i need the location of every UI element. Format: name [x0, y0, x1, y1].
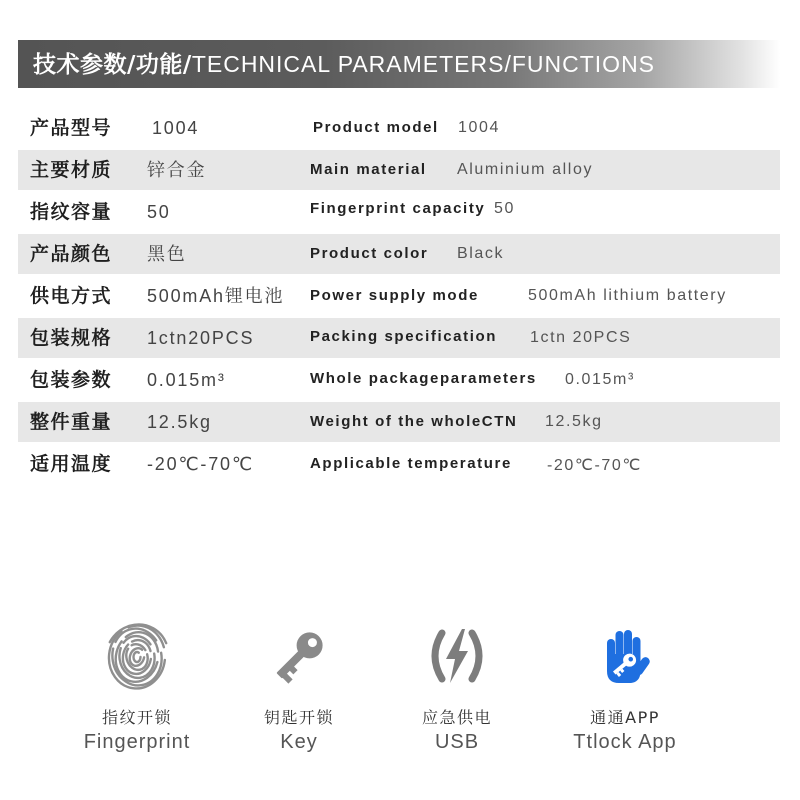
spec-cn-label: 产品颜色: [30, 243, 113, 265]
spec-cn-value: 1004: [152, 118, 200, 138]
spec-row-package-params: [18, 360, 780, 400]
feature-item-ttlock-app: [545, 618, 705, 758]
spec-cn-label: 主要材质: [30, 159, 113, 181]
spec-cn-value: 黑色: [147, 244, 187, 264]
spec-cn-label: 包装规格: [30, 327, 113, 349]
page-title: [33, 40, 655, 88]
spec-cn-value: 12.5kg: [147, 412, 212, 432]
fingerprint-icon: [104, 621, 170, 691]
spec-cn-value: 50: [147, 202, 171, 222]
spec-en-label: Weight of the wholeCTN: [310, 413, 518, 430]
spec-cn-value: 1ctn20PCS: [147, 328, 255, 348]
spec-en-label: Power supply mode: [310, 287, 479, 304]
spec-row-weight: [18, 402, 780, 442]
spec-row-model: [18, 108, 780, 148]
spec-en-label: Main material: [310, 161, 427, 178]
header-bar: [18, 40, 780, 88]
spec-cn-value: -20℃-70℃: [147, 454, 254, 474]
spec-row-fingerprint-capacity: [18, 192, 780, 232]
feature-label-cn: 指纹开锁: [101, 708, 172, 727]
spec-en-value: 500mAh lithium battery: [528, 287, 727, 304]
feature-label-en: Key: [280, 731, 318, 753]
feature-icon-box: [57, 618, 217, 694]
feature-item-usb: [377, 618, 537, 758]
spec-en-value: 1ctn 20PCS: [530, 329, 632, 346]
key-icon: [269, 625, 329, 687]
spec-cn-label: 指纹容量: [30, 201, 113, 223]
page-title-cn: 技术参数/功能/: [33, 52, 192, 78]
feature-icon-box: [545, 618, 705, 694]
spec-cn-label: 供电方式: [30, 285, 113, 307]
spec-en-value: Black: [457, 245, 505, 262]
spec-row-temperature: [18, 444, 780, 484]
spec-cn-label: 适用温度: [30, 453, 113, 475]
spec-cn-value: 0.015m³: [147, 370, 226, 390]
spec-row-packing-spec: [18, 318, 780, 358]
spec-row-power-supply: [18, 276, 780, 316]
feature-label-cn: 应急供电: [421, 708, 492, 727]
ttlock-hand-key-icon: [598, 628, 652, 684]
feature-item-fingerprint: [57, 618, 217, 758]
spec-en-label: Product model: [313, 119, 439, 136]
spec-en-label: Product color: [310, 245, 429, 262]
spec-cn-value: 锌合金: [147, 160, 207, 180]
feature-item-key: [219, 618, 379, 758]
feature-label-cn: 通通APP: [590, 708, 660, 727]
feature-label-cn: 钥匙开锁: [263, 708, 334, 727]
spec-cn-label: 整件重量: [30, 411, 113, 433]
spec-en-label: Applicable temperature: [310, 455, 512, 472]
spec-en-label: Packing specification: [310, 328, 497, 345]
spec-row-material: [18, 150, 780, 190]
feature-icon-box: [219, 618, 379, 694]
spec-cn-value: 500mAh锂电池: [147, 286, 285, 306]
spec-en-value: 0.015m³: [565, 371, 635, 388]
spec-cn-label: 包装参数: [30, 369, 113, 391]
spec-cn-label: 产品型号: [30, 117, 113, 139]
usb-power-icon: [425, 626, 489, 686]
feature-label-en: USB: [434, 731, 480, 753]
feature-label-en: Fingerprint: [83, 731, 191, 753]
spec-en-value: 50: [494, 200, 515, 217]
spec-row-color: [18, 234, 780, 274]
spec-en-label: Whole packageparameters: [310, 370, 537, 387]
spec-en-value: Aluminium alloy: [457, 161, 594, 178]
spec-en-value: -20℃-70℃: [547, 457, 642, 474]
feature-icon-box: [377, 618, 537, 694]
spec-en-value: 1004: [458, 119, 500, 136]
page-title-en: TECHNICAL PARAMETERS/FUNCTIONS: [191, 51, 656, 77]
feature-label-en: Ttlock App: [573, 731, 677, 753]
spec-en-value: 12.5kg: [545, 413, 603, 430]
spec-en-label: Fingerprint capacity: [310, 200, 486, 217]
